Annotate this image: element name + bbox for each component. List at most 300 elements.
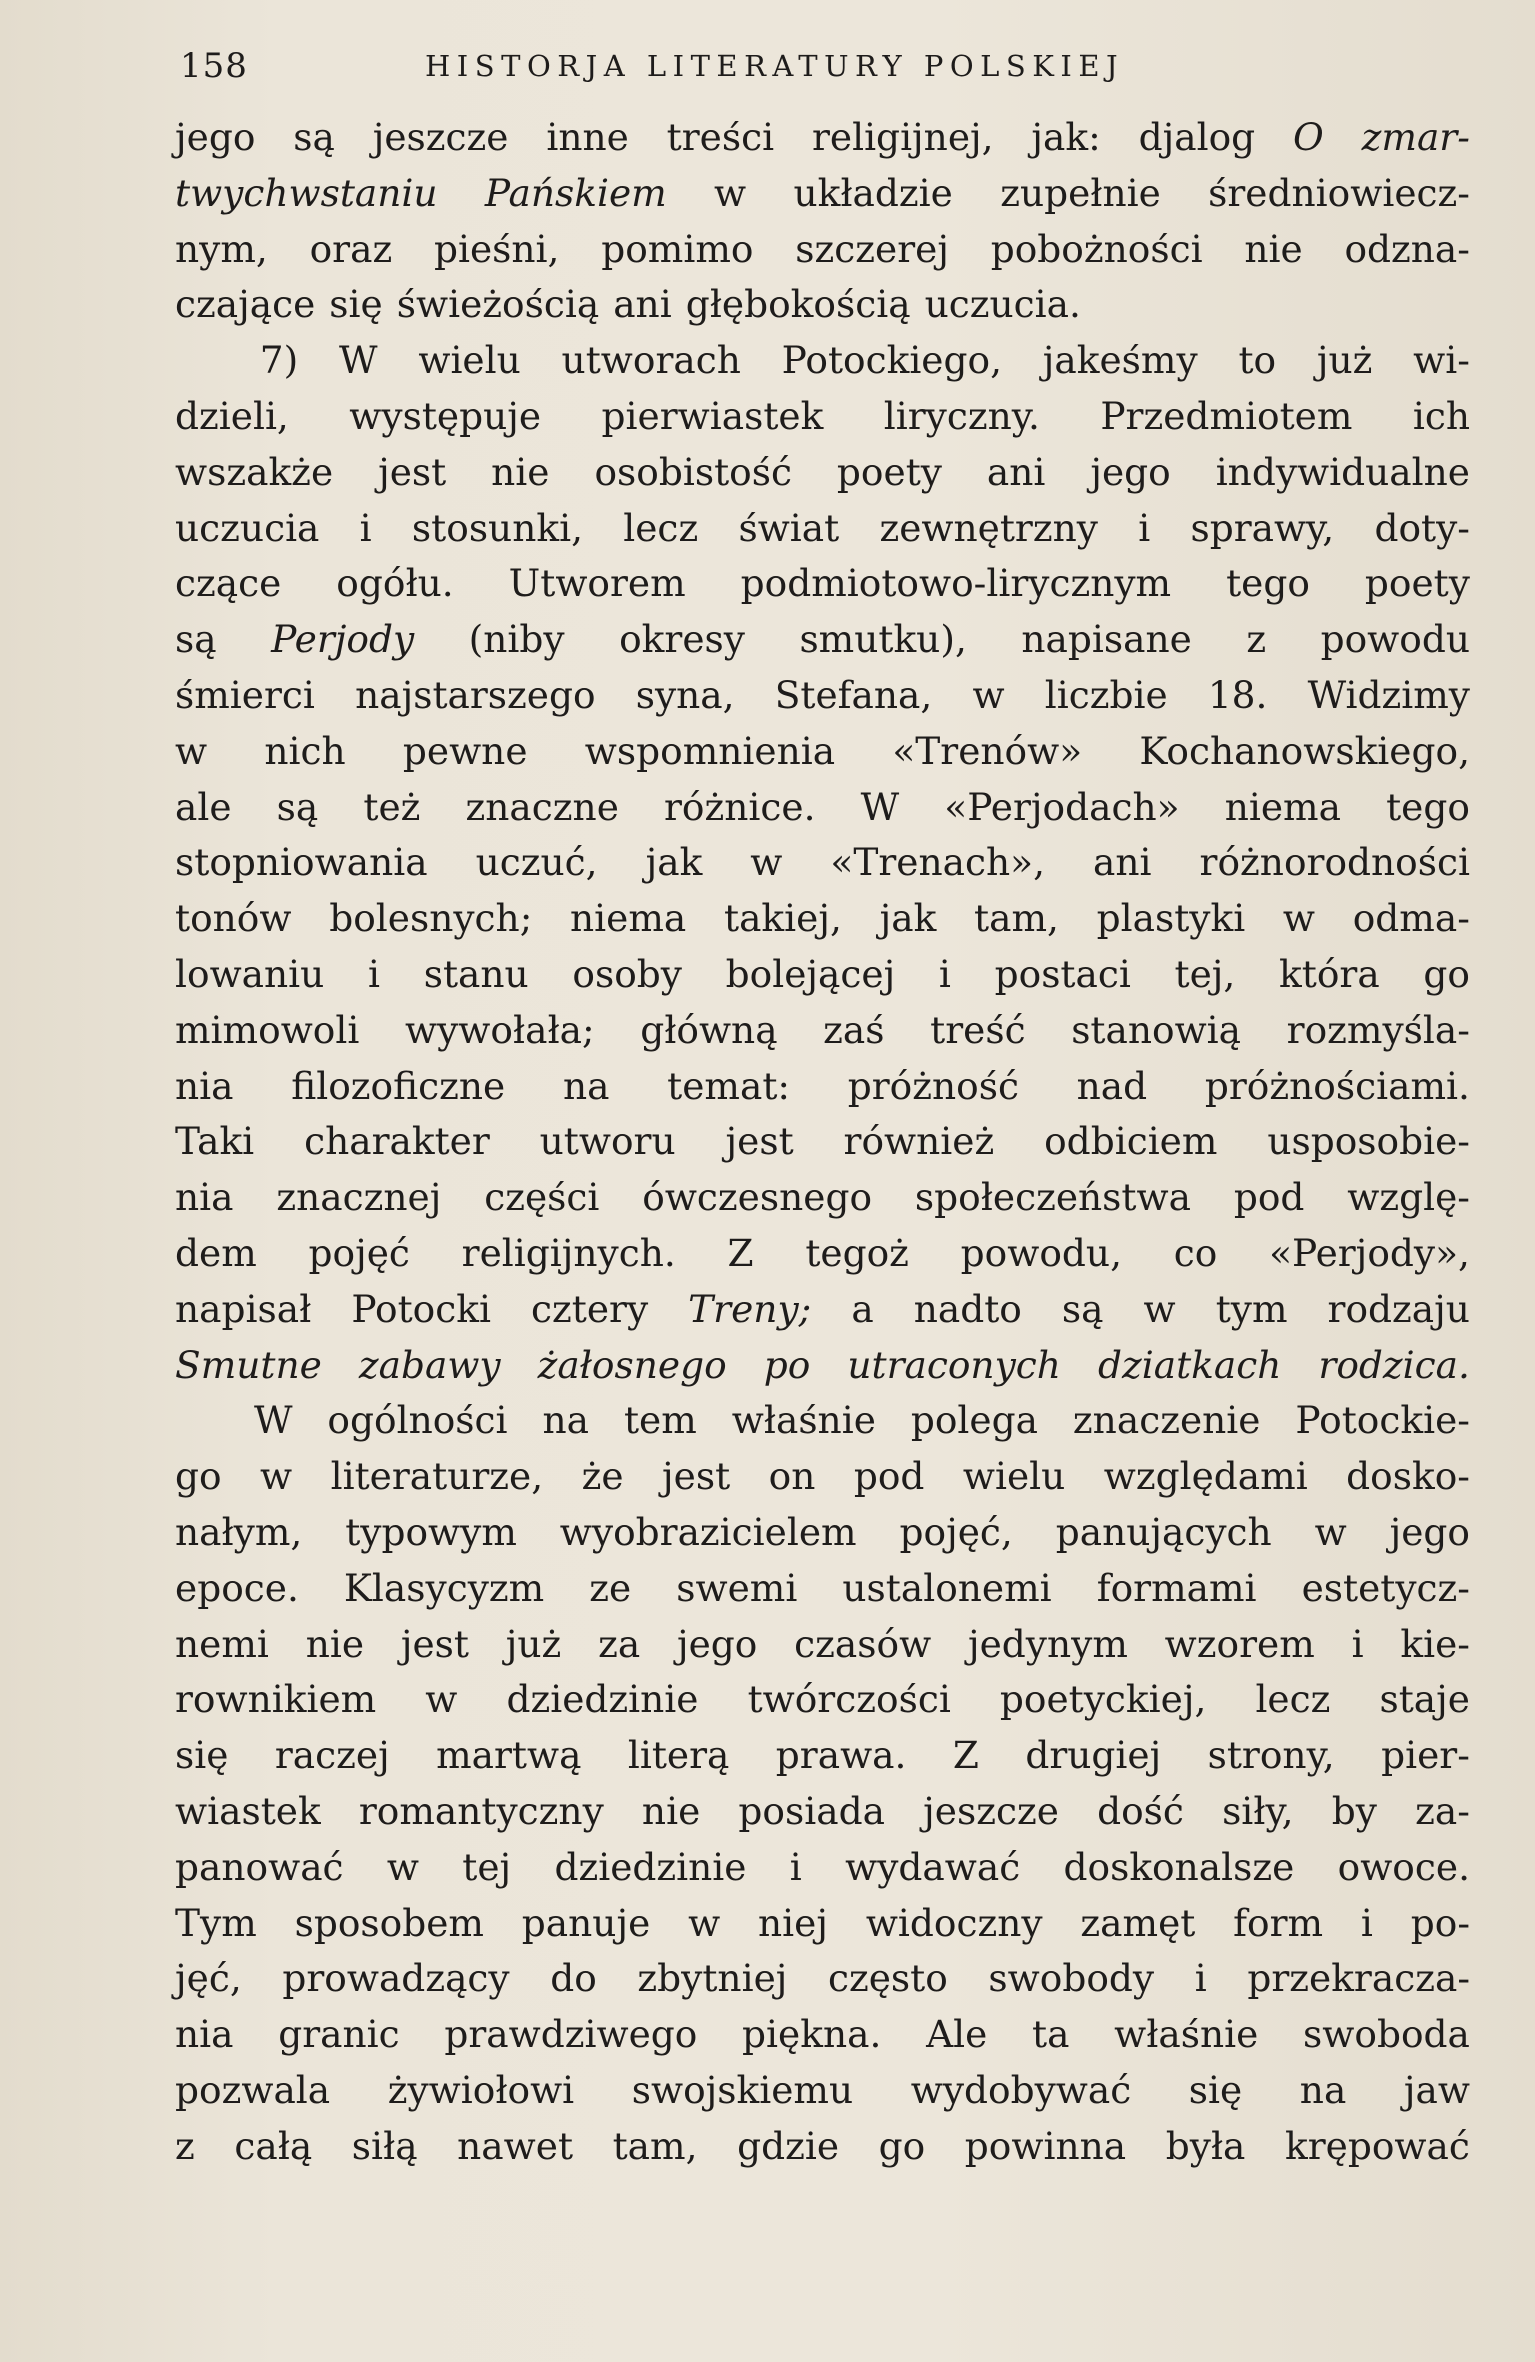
word: jego [1090, 449, 1171, 494]
word: uczucia. [924, 282, 1081, 327]
word: «Perjody», [1269, 1230, 1470, 1275]
word: najstarszego [355, 672, 596, 717]
word: była [1165, 2123, 1246, 2168]
word: nie [305, 1621, 365, 1666]
word: swobody [988, 1956, 1155, 2001]
word: powodu, [960, 1230, 1123, 1275]
word: w [688, 1900, 721, 1945]
text-line [175, 445, 1470, 501]
word: liryczny. [883, 393, 1040, 438]
italic-word: Smutne [175, 1342, 322, 1387]
word: stopniowania [175, 840, 428, 885]
word: dziedzinie [506, 1677, 699, 1722]
word: i [359, 505, 372, 550]
word: odbiciem [1044, 1119, 1218, 1164]
word: nia [175, 1175, 234, 1220]
word: w [425, 1677, 458, 1722]
word: jeszcze [372, 115, 509, 159]
word: W [253, 1398, 293, 1443]
word: różnorodności [1199, 840, 1470, 885]
word: po- [1410, 1900, 1470, 1945]
word: głębokością [685, 282, 911, 327]
word: ogólności [327, 1398, 508, 1443]
word: która [1279, 951, 1380, 996]
word: swemi [676, 1565, 798, 1610]
word: ich [1412, 393, 1470, 438]
page-header [180, 40, 1390, 92]
word: panować [175, 1844, 344, 1889]
word: siłą [351, 2123, 418, 2168]
word: sprawy, [1190, 505, 1335, 550]
word: treści [666, 115, 775, 159]
word: jakeśmy [1042, 338, 1198, 383]
word: za [598, 1621, 641, 1666]
word: typowym [345, 1509, 517, 1554]
text-line [175, 780, 1470, 836]
word: już [1316, 338, 1373, 383]
word: smutku), [799, 617, 967, 662]
text-line [175, 1170, 1470, 1226]
word: na [542, 1398, 589, 1443]
word: Potockiego, [781, 338, 1003, 383]
text-line [175, 1840, 1470, 1896]
word: jego [676, 1621, 758, 1666]
word: polega [910, 1398, 1038, 1443]
text-line [175, 1617, 1470, 1673]
word: do [550, 1956, 597, 2001]
word: średniowiecz- [1208, 170, 1470, 215]
word: tam, [974, 896, 1059, 941]
text-line [175, 891, 1470, 947]
word: staje [1379, 1677, 1470, 1722]
italic-word: zmar- [1361, 115, 1470, 159]
word: główną [640, 1007, 778, 1052]
word: drugiej [1025, 1733, 1162, 1778]
text-line [175, 1672, 1470, 1728]
word: są [1061, 1286, 1104, 1331]
word: panuje [521, 1900, 651, 1945]
word: widoczny [865, 1900, 1043, 1945]
text-line [175, 166, 1470, 222]
italic-word: zabawy [358, 1342, 501, 1387]
word: tegoż [805, 1230, 909, 1275]
word: lecz [1255, 1677, 1331, 1722]
word: form [1233, 1900, 1324, 1945]
word: właśnie [731, 1398, 876, 1443]
text-line [175, 1226, 1470, 1282]
word: się [1188, 2067, 1243, 2112]
text-line [175, 1393, 1470, 1449]
word: szczerej [795, 226, 949, 271]
italic-word: po [763, 1342, 811, 1387]
text-line [175, 668, 1470, 724]
word: co [1173, 1230, 1218, 1275]
word: niema [570, 896, 687, 941]
word: owoce. [1337, 1844, 1470, 1889]
word: rownikiem [175, 1677, 377, 1722]
word: literą [627, 1733, 730, 1778]
word: napisane [1021, 617, 1192, 662]
word: pieśni, [433, 226, 560, 271]
text-line [175, 947, 1470, 1003]
word: go [878, 2123, 926, 2168]
word: formami [1096, 1565, 1257, 1610]
word: jest [662, 1454, 731, 1499]
word: na [1299, 2067, 1347, 2112]
word: twórczości [747, 1677, 951, 1722]
word: pomimo [601, 226, 754, 271]
word: tem [623, 1398, 697, 1443]
word: dziedzinie [554, 1844, 747, 1889]
word: znaczenie [1072, 1398, 1261, 1443]
italic-word: Perjody [271, 617, 415, 662]
word: również [843, 1119, 995, 1164]
word: filozoficzne [291, 1063, 506, 1108]
word: piękna. [742, 2012, 882, 2057]
word: plastyki [1096, 896, 1246, 941]
text-line [175, 1059, 1470, 1115]
italic-word: Treny; [688, 1286, 812, 1331]
word: nałym, [175, 1509, 303, 1554]
word: pewne [402, 728, 528, 773]
word: są [175, 617, 217, 662]
word: uczucia [175, 505, 320, 550]
word: uczuć, [475, 840, 598, 885]
word: napisał [175, 1286, 312, 1331]
text-line [175, 835, 1470, 891]
word: panujących [1055, 1509, 1272, 1554]
word: nadto [913, 1286, 1022, 1331]
word: wydawać [845, 1844, 1021, 1889]
word: nemi [175, 1621, 269, 1666]
word: dem [175, 1230, 257, 1275]
word: jest [725, 1119, 794, 1164]
text-line [175, 501, 1470, 557]
word: tego [1386, 784, 1470, 829]
word: jego [1389, 1509, 1470, 1554]
text-line [175, 1561, 1470, 1617]
word: siły, [1222, 1788, 1294, 1833]
word: powinna [964, 2123, 1127, 2168]
word: że [581, 1454, 624, 1499]
word: wspomnienia [584, 728, 836, 773]
text-line [175, 1338, 1470, 1394]
word: w [386, 1844, 419, 1889]
word: Utworem [508, 561, 686, 606]
word: i [1194, 1956, 1207, 2001]
text-line [175, 2119, 1470, 2175]
word: pierwiastek [601, 393, 824, 438]
word: liczbie [1044, 672, 1168, 717]
word: nie [491, 449, 550, 494]
word: cztery [531, 1286, 649, 1331]
word: syna, [635, 672, 735, 717]
word: Kochanowskiego, [1139, 728, 1470, 773]
italic-word: żałosnego [537, 1342, 727, 1387]
word: estetycz- [1301, 1565, 1470, 1610]
word: się [175, 1733, 229, 1778]
word: literaturze, [330, 1454, 544, 1499]
text-line [175, 1003, 1470, 1059]
text-line [175, 1728, 1470, 1784]
word: poetyckiej, [999, 1677, 1207, 1722]
italic-word: twychwstaniu [175, 170, 438, 215]
word: wyobrazicielem [559, 1509, 857, 1554]
word: lowaniu [175, 951, 325, 996]
word: posiada [738, 1788, 885, 1833]
word: w [1143, 1286, 1176, 1331]
word: w [260, 1454, 293, 1499]
word: w [750, 840, 783, 885]
text-line [175, 333, 1470, 389]
text-line [175, 724, 1470, 780]
word: nawet [457, 2123, 574, 2168]
word: bolejącej [725, 951, 896, 996]
word: i [1138, 505, 1151, 550]
word: pobożności [990, 226, 1203, 271]
word: raczej [274, 1733, 390, 1778]
word: stosunki, [411, 505, 583, 550]
word: ta [1032, 2012, 1070, 2057]
text-line [175, 389, 1470, 445]
body-text [175, 110, 1470, 2174]
word: i [368, 951, 381, 996]
word: niema [1224, 784, 1341, 829]
word: Z [952, 1733, 979, 1778]
word: na [562, 1063, 610, 1108]
word: Taki [175, 1119, 255, 1164]
word: nia [175, 2012, 234, 2057]
word: to [1238, 338, 1277, 383]
word: 7) [259, 338, 299, 383]
word: w [714, 170, 747, 215]
word: granic [278, 2012, 400, 2057]
word: krępować [1285, 2123, 1470, 2168]
word: powodu [1320, 617, 1470, 662]
word: części [484, 1175, 600, 1220]
word: usposobie- [1267, 1119, 1470, 1164]
word: i [789, 1844, 802, 1889]
word: świeżością [396, 282, 600, 327]
word: tej [462, 1844, 512, 1889]
word: pier- [1381, 1733, 1470, 1778]
word: pozwala [175, 2067, 331, 2112]
text-line [175, 1896, 1470, 1952]
word: zewnętrzny [879, 505, 1098, 550]
word: prowadzący [282, 1956, 510, 2001]
word: jeszcze [923, 1788, 1059, 1833]
word: żywiołowi [387, 2067, 575, 2112]
word: «Trenach», [830, 840, 1046, 885]
word: stanu [423, 951, 529, 996]
word: w [1314, 1509, 1347, 1554]
word: rozmyśla- [1286, 1007, 1470, 1052]
word: świat [738, 505, 840, 550]
word: ogółu. [336, 561, 454, 606]
word: ale [175, 784, 232, 829]
word: utworu [539, 1119, 676, 1164]
word: tej, [1174, 951, 1236, 996]
word: Przedmiotem [1100, 393, 1353, 438]
word: dość [1097, 1788, 1184, 1833]
word: odma- [1352, 896, 1470, 941]
word: dzieli, [175, 393, 289, 438]
word: wszakże [175, 449, 334, 494]
word: są [293, 115, 335, 159]
word: poety [1364, 561, 1470, 606]
text-line [175, 612, 1470, 668]
word: 18. [1207, 672, 1268, 717]
word: osoby [572, 951, 682, 996]
text-line [175, 556, 1470, 612]
word: martwą [436, 1733, 582, 1778]
word: religijnej, [811, 115, 994, 159]
word: dosko- [1346, 1454, 1470, 1499]
word: temat: [667, 1063, 791, 1108]
word: i [938, 951, 951, 996]
word: wielu [962, 1454, 1066, 1499]
word: romantyczny [358, 1788, 604, 1833]
word: okresy [619, 617, 745, 662]
word: Widzimy [1307, 672, 1470, 717]
word: jak: [1031, 115, 1101, 159]
word: układzie [793, 170, 953, 215]
word: jest [378, 449, 447, 494]
word: «Trenów» [892, 728, 1083, 773]
word: jęć, [175, 1956, 242, 2001]
word: też [363, 784, 421, 829]
word: nie [641, 1788, 701, 1833]
text-line [175, 2063, 1470, 2119]
word: społeczeństwa [914, 1175, 1191, 1220]
word: Stefana, [774, 672, 933, 717]
word: pod [1233, 1175, 1305, 1220]
word: W [339, 338, 378, 383]
word: prawa. [775, 1733, 907, 1778]
text-line [175, 222, 1470, 278]
word: względami [1103, 1454, 1308, 1499]
word: ówczesnego [642, 1175, 873, 1220]
word: (niby [468, 617, 565, 662]
word: W [860, 784, 900, 829]
word: by [1331, 1788, 1377, 1833]
word: ustalonemi [842, 1565, 1052, 1610]
word: zaś [823, 1007, 885, 1052]
word: treść [930, 1007, 1026, 1052]
word: doskonalsze [1063, 1844, 1295, 1889]
word: poety [836, 449, 942, 494]
word: rodzaju [1327, 1286, 1470, 1331]
word: nie [1244, 226, 1303, 271]
word: a [851, 1286, 874, 1331]
italic-word: Pańskiem [484, 170, 667, 215]
word: osobistość [594, 449, 792, 494]
word: próżnościami. [1204, 1063, 1470, 1108]
word: niej [758, 1900, 828, 1945]
word: swojskiemu [631, 2067, 854, 2112]
word: pojęć [308, 1230, 410, 1275]
word: on [768, 1454, 816, 1499]
text-line [175, 1505, 1470, 1561]
word: jak [645, 840, 703, 885]
word: z [175, 2123, 195, 2168]
text-line [175, 1449, 1470, 1505]
word: religijnych. [461, 1230, 676, 1275]
word: Potockie- [1295, 1398, 1470, 1443]
word: różnice. [664, 784, 816, 829]
word: Klasycyzm [343, 1565, 545, 1610]
word: tym [1215, 1286, 1288, 1331]
word: wydobywać [910, 2067, 1132, 2112]
word: «Perjodach» [944, 784, 1180, 829]
word: wiastek [175, 1788, 321, 1833]
word: przekracza- [1247, 1956, 1470, 2001]
word: bolesnych; [329, 896, 533, 941]
word: swoboda [1303, 2012, 1470, 2057]
word: całą [234, 2123, 313, 2168]
word: strony, [1207, 1733, 1335, 1778]
word: Ale [926, 2012, 988, 2057]
word: czające [175, 282, 316, 327]
word: jak [879, 896, 937, 941]
word: stanowią [1071, 1007, 1242, 1052]
italic-word: dziatkach [1097, 1342, 1282, 1387]
word: djalog [1138, 115, 1256, 159]
word: znacznej [276, 1175, 442, 1220]
word: indywidualne [1215, 449, 1470, 494]
word: z [1246, 617, 1267, 662]
word: próżność [847, 1063, 1019, 1108]
page-number: 158 [180, 46, 248, 86]
word: lecz [623, 505, 699, 550]
text-line [175, 2007, 1470, 2063]
word: kie- [1400, 1621, 1470, 1666]
word: zupełnie [1000, 170, 1161, 215]
word: tam, [612, 2123, 698, 2168]
text-line [175, 1784, 1470, 1840]
word: go [175, 1454, 222, 1499]
word: Potocki [351, 1286, 491, 1331]
word: wzglę- [1347, 1175, 1470, 1220]
word: Tym [175, 1900, 257, 1945]
word: i [1360, 1900, 1373, 1945]
word: ani [1093, 840, 1152, 885]
word: czące [175, 561, 282, 606]
word: takiej, [724, 896, 842, 941]
word: doty- [1374, 505, 1470, 550]
word: nich [264, 728, 346, 773]
word: epoce. [175, 1565, 299, 1610]
running-title: HISTORJA LITERATURY POLSKIEJ [425, 49, 1125, 83]
word: właśnie [1114, 2012, 1259, 2057]
italic-word: utraconych [847, 1342, 1061, 1387]
word: w [175, 728, 208, 773]
word: Z [727, 1230, 754, 1275]
word: zbytniej [637, 1956, 788, 2001]
text-line [175, 1282, 1470, 1338]
word: oraz [309, 226, 393, 271]
text-line [175, 277, 1470, 333]
word: za- [1415, 1788, 1470, 1833]
text-line [175, 1114, 1470, 1170]
italic-word: O [1293, 115, 1324, 159]
word: sposobem [294, 1900, 484, 1945]
word: postaci [994, 951, 1131, 996]
word: nym, [175, 226, 268, 271]
word: wielu [418, 338, 521, 383]
word: charakter [304, 1119, 490, 1164]
word: pod [853, 1454, 925, 1499]
